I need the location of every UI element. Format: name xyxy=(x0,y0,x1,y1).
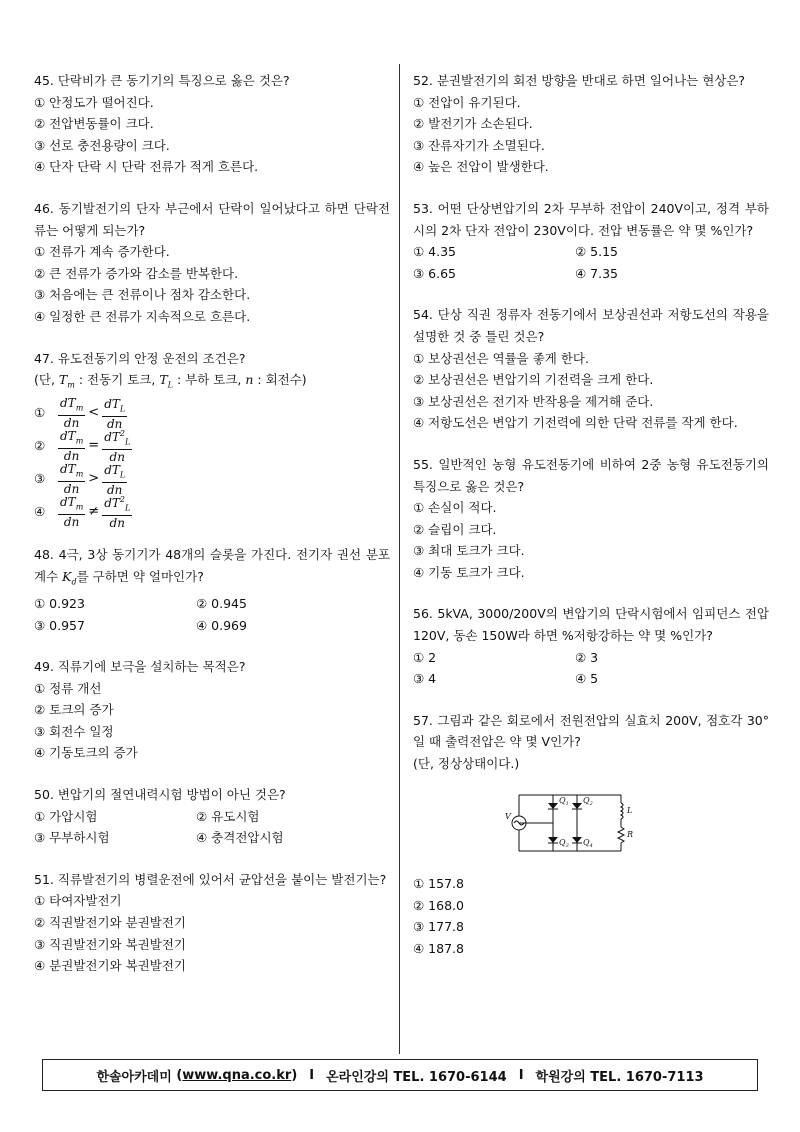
option-3[interactable]: ③ 무부하시험 xyxy=(34,830,110,846)
option-4[interactable]: ④ 5 xyxy=(575,671,599,687)
option-1[interactable]: ① 0.923 xyxy=(34,595,85,611)
option-2[interactable]: ② 전압변동률이 크다. xyxy=(34,116,154,132)
fraction-left: $\frac{dT_m}{dn}$ xyxy=(60,428,84,463)
question-stem: 45. 단락비가 큰 동기기의 특징으로 옳은 것은? xyxy=(34,73,290,88)
question-stem: 49. 직류기에 보극을 설치하는 목적은? xyxy=(34,659,246,675)
option-1[interactable]: ① 가압시험 xyxy=(34,808,98,824)
label-l: L xyxy=(627,805,633,815)
academy-name: 한솔아카데미 xyxy=(96,1069,172,1085)
option-4[interactable]: ④ 187.8 xyxy=(413,941,464,956)
option-3[interactable]: ③ 직권발전기와 복권발전기 xyxy=(34,936,186,952)
question-53 xyxy=(413,198,769,284)
relation-symbol: < xyxy=(88,404,100,420)
option-2[interactable]: ② 슬립이 크다. xyxy=(413,521,497,537)
footer-separator: I xyxy=(518,1067,524,1083)
question-47 xyxy=(34,348,390,529)
thyristor-q1-icon xyxy=(548,803,558,809)
question-stem: 54. 단상 직권 정류자 전동기에서 보상권선과 저항도선의 작용을 설명한 것 중 틀린 것은? xyxy=(413,307,769,344)
question-stem: 57. 그림과 같은 회로에서 전원전압의 실효치 200V, 점호각 30°일 때 출력전압은 약 몇 V인가? xyxy=(413,712,769,750)
option-2[interactable]: ② 5.15 xyxy=(575,244,619,260)
option-3[interactable]: ③ 6.65 xyxy=(413,265,457,281)
option-3[interactable] xyxy=(34,461,390,498)
option-4[interactable]: ④ 분권발전기와 복권발전기 xyxy=(34,958,186,974)
fraction-right: $\frac{dT^2_L}{dn}$ xyxy=(104,429,131,465)
option-1[interactable]: ① 4.35 xyxy=(413,244,457,260)
option-3[interactable]: ③ 4 xyxy=(413,671,437,687)
footer-bar: 한솔아카데미 ( www.qna.co.kr ) I 온라인강의 TEL. 1670-6144 I 학원강의 TEL. 1670-7113 xyxy=(42,1059,758,1091)
thyristor-q3-icon xyxy=(548,837,558,843)
question-55 xyxy=(413,454,769,584)
option-3[interactable]: ③ 잔류자기가 소멸된다. xyxy=(413,137,545,153)
question-46 xyxy=(34,198,390,328)
left-column xyxy=(34,70,390,997)
thyristor-bridge-circuit-diagram xyxy=(503,783,663,863)
footer-separator: I xyxy=(309,1067,315,1083)
question-50 xyxy=(34,784,390,849)
option-4[interactable]: ④ 7.35 xyxy=(575,265,619,281)
option-4[interactable]: ④ 높은 전압이 발생한다. xyxy=(413,159,549,175)
fraction-right: $\frac{dT_L}{dn}$ xyxy=(102,460,127,497)
option-1[interactable]: ① 2 xyxy=(413,649,437,665)
label-q4: $Q_4$ xyxy=(583,837,593,849)
question-45 xyxy=(34,70,390,178)
relation-symbol: = xyxy=(88,437,100,453)
option-3[interactable]: ③ 177.8 xyxy=(413,919,464,935)
relation-symbol: ≠ xyxy=(88,503,100,519)
column-divider xyxy=(399,64,400,1054)
option-4[interactable]: ④ 일정한 큰 전류가 지속적으로 흐른다. xyxy=(34,308,251,324)
fraction-left: $\frac{dT_m}{dn}$ xyxy=(60,494,84,529)
option-3[interactable]: ③ 처음에는 큰 전류이나 점차 감소한다. xyxy=(34,287,251,303)
option-4[interactable]: ④ 0.969 xyxy=(196,617,247,633)
option-4[interactable] xyxy=(34,494,390,531)
question-stem: 53. 어떤 단상변압기의 2차 무부하 전압이 240V이고, 정격 부하시의 2차 단자 전압이 230V이다. 전압 변동률은 약 몇 %인가? xyxy=(413,200,769,238)
label-q3: $Q_3$ xyxy=(559,837,569,849)
option-2[interactable]: ② 168.0 xyxy=(413,897,464,913)
option-4[interactable]: ④ 기동토크의 증가 xyxy=(34,745,138,761)
option-2[interactable]: ② 직권발전기와 분권발전기 xyxy=(34,915,186,931)
option-4[interactable]: ④ 충격전압시험 xyxy=(196,830,284,846)
online-lecture-phone: 온라인강의 TEL. 1670-6144 xyxy=(326,1069,507,1085)
question-56 xyxy=(413,603,769,689)
fraction-right: $\frac{dT^2_L}{dn}$ xyxy=(104,495,131,531)
option-3[interactable]: ③ 최대 토크가 크다. xyxy=(413,543,525,559)
option-1[interactable]: ① 정류 개선 xyxy=(34,680,102,696)
relation-symbol: > xyxy=(88,470,100,486)
option-1[interactable]: ① 157.8 xyxy=(413,876,464,892)
option-4[interactable]: ④ 기동 토크가 크다. xyxy=(413,564,525,580)
option-1[interactable]: ① 전압이 유기된다. xyxy=(413,94,521,110)
option-1[interactable]: ① 타여자발전기 xyxy=(34,893,122,909)
question-stem: 55. 일반적인 농형 유도전동기에 비하여 2중 농형 유도전동기의 특징으로 옳은 것은? xyxy=(413,456,769,494)
fraction-right: $\frac{dT_L}{dn}$ xyxy=(102,394,127,431)
option-3[interactable]: ③ 보상권선은 전기자 반작용을 제거해 준다. xyxy=(413,393,654,409)
formula-options xyxy=(34,395,390,531)
option-3[interactable]: ③ 선로 충전용량이 크다. xyxy=(34,137,170,153)
thyristor-q4-icon xyxy=(572,837,582,843)
option-2[interactable]: ② 3 xyxy=(575,649,599,665)
option-2[interactable]: ② 토크의 증가 xyxy=(34,702,114,718)
question-stem: 46. 동기발전기의 단자 부근에서 단락이 일어났다고 하면 단락전류는 어떻게 되는가? xyxy=(34,200,390,238)
option-2[interactable]: ② 보상권선은 변압기의 기전력을 크게 한다. xyxy=(413,372,654,388)
option-1[interactable] xyxy=(34,395,390,432)
label-q2: $Q_2$ xyxy=(583,795,593,807)
label-r: R xyxy=(627,829,634,839)
option-4[interactable]: ④ 저항도선은 변압기 기전력에 의한 단락 전류를 작게 한다. xyxy=(413,415,738,431)
thyristor-q2-icon xyxy=(572,803,582,809)
option-2[interactable]: ② 0.945 xyxy=(196,595,247,611)
question-note: (단, 정상상태이다.) xyxy=(413,756,520,772)
option-2[interactable] xyxy=(34,428,390,465)
option-1[interactable]: ① 전류가 계속 증가한다. xyxy=(34,244,170,260)
question-stem: 52. 분권발전기의 회전 방향을 반대로 하면 일어나는 현상은? xyxy=(413,73,746,88)
fraction-left: $\frac{dT_m}{dn}$ xyxy=(60,395,84,430)
academy-url-link[interactable]: www.qna.co.kr xyxy=(182,1067,292,1083)
question-48 xyxy=(34,544,390,636)
question-stem: 47. 유도전동기의 안정 운전의 조건은? xyxy=(34,350,246,366)
label-v: V xyxy=(505,811,511,821)
option-2[interactable]: ② 유도시험 xyxy=(196,808,260,824)
option-3[interactable]: ③ 0.957 xyxy=(34,617,85,633)
option-1[interactable]: ① 손실이 적다. xyxy=(413,500,497,516)
option-3[interactable]: ③ 회전수 일정 xyxy=(34,723,114,739)
academy-lecture-phone: 학원강의 TEL. 1670-7113 xyxy=(535,1069,704,1085)
option-1[interactable]: ① 안정도가 떨어진다. xyxy=(34,94,154,110)
right-column xyxy=(413,70,769,980)
question-52 xyxy=(413,70,769,178)
option-number: ④ xyxy=(34,503,46,519)
question-51 xyxy=(34,869,390,977)
question-54 xyxy=(413,304,769,434)
option-2[interactable]: ② 큰 전류가 증가와 감소를 반복한다. xyxy=(34,265,239,281)
option-1[interactable]: ① 보상권선은 역률을 좋게 한다. xyxy=(413,350,589,366)
question-57 xyxy=(413,710,769,960)
option-number: ① xyxy=(34,404,46,420)
option-4[interactable]: ④ 단자 단락 시 단락 전류가 적게 흐른다. xyxy=(34,159,259,175)
label-q1: $Q_1$ xyxy=(559,795,569,807)
fraction-left: $\frac{dT_m}{dn}$ xyxy=(60,461,84,496)
option-2[interactable]: ② 발전기가 소손된다. xyxy=(413,116,533,132)
question-stem: 56. 5kVA, 3000/200V의 변압기의 단락시험에서 임피던스 전압 120V, 동손 150W라 하면 %저항강하는 약 몇 %인가? xyxy=(413,606,769,644)
question-49 xyxy=(34,656,390,764)
question-stem: 48. 4극, 3상 동기기가 48개의 슬롯을 가진다. 전기자 권선 분포 계수 $K_d$를 구하면 약 얼마인가? xyxy=(34,547,390,587)
question-stem: 50. 변압기의 절연내력시험 방법이 아닌 것은? xyxy=(34,787,286,803)
option-number: ③ xyxy=(34,470,46,486)
question-stem: 51. 직류발전기의 병렬운전에 있어서 균압선을 붙이는 발전기는? xyxy=(34,871,387,887)
question-note: (단, $T_m$ : 전동기 토크, $T_L$ : 부하 토크, n : 회전수) xyxy=(34,372,307,390)
option-number: ② xyxy=(34,437,46,453)
